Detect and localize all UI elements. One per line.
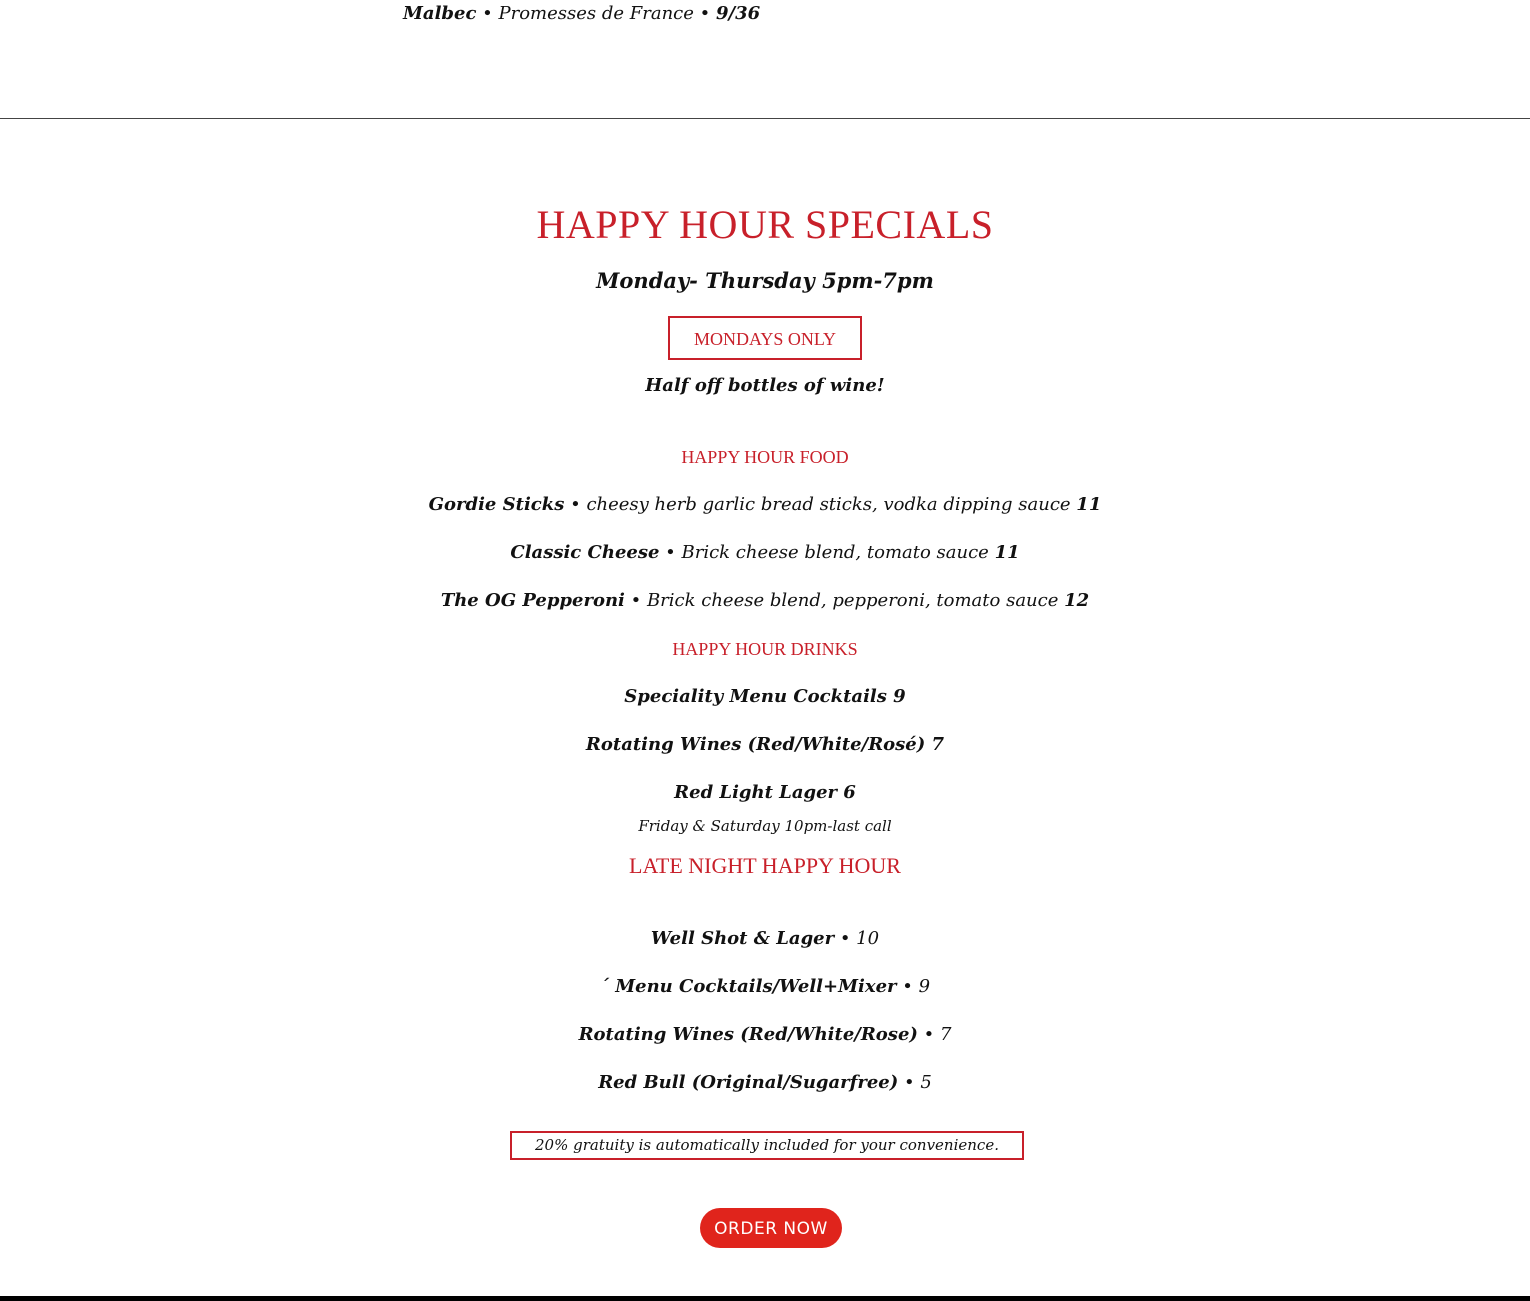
section-divider bbox=[0, 118, 1530, 119]
order-now-button[interactable]: ORDER NOW bbox=[700, 1208, 842, 1248]
food-item-separator: • bbox=[659, 542, 682, 563]
drink-item-price: 6 bbox=[843, 782, 856, 803]
happy-hour-schedule: Monday- Thursday 5pm-7pm bbox=[596, 268, 934, 293]
food-item-price: 11 bbox=[994, 542, 1020, 563]
food-heading: HAPPY HOUR FOOD bbox=[681, 447, 849, 467]
late-night-item bbox=[0, 974, 1530, 1000]
drink-item-name: Rotating Wines (Red/White/Rosé) bbox=[585, 734, 932, 755]
wine-name: Malbec bbox=[403, 3, 477, 24]
late-night-item-price: 7 bbox=[939, 1024, 952, 1045]
late-night-item bbox=[0, 1022, 1530, 1048]
late-night-item-separator: • bbox=[917, 1024, 940, 1045]
food-item-desc: Brick cheese blend, pepperoni, tomato sauce bbox=[646, 590, 1065, 611]
food-item-desc: cheesy herb garlic bread sticks, vodka dipping sauce bbox=[586, 494, 1077, 515]
drink-item bbox=[0, 780, 1530, 806]
food-item-name: Classic Cheese bbox=[510, 542, 660, 563]
drink-item bbox=[0, 732, 1530, 758]
food-item bbox=[0, 540, 1530, 566]
late-night-item-name: ´ Menu Cocktails/Well+Mixer bbox=[599, 976, 897, 997]
food-item-separator: • bbox=[624, 590, 647, 611]
food-item-desc: Brick cheese blend, tomato sauce bbox=[681, 542, 995, 563]
food-item-price: 12 bbox=[1064, 590, 1090, 611]
late-night-item-name: Well Shot & Lager bbox=[650, 928, 835, 949]
late-night-item-name: Rotating Wines (Red/White/Rose) bbox=[578, 1024, 918, 1045]
mondays-only-badge: MONDAYS ONLY bbox=[668, 316, 862, 360]
food-item bbox=[0, 492, 1530, 518]
late-night-item-separator: • bbox=[834, 928, 857, 949]
late-night-heading: LATE NIGHT HAPPY HOUR bbox=[629, 853, 901, 878]
late-night-item-price: 10 bbox=[856, 928, 880, 949]
gratuity-notice: 20% gratuity is automatically included for your convenience. bbox=[510, 1131, 1024, 1160]
drinks-heading: HAPPY HOUR DRINKS bbox=[672, 639, 858, 659]
wine-separator: • bbox=[693, 3, 716, 24]
wine-price: 9/36 bbox=[715, 3, 761, 24]
food-item bbox=[0, 588, 1530, 614]
drink-item-price: 9 bbox=[893, 686, 906, 707]
wine-description: Promesses de France bbox=[498, 3, 694, 24]
food-item-name: The OG Pepperoni bbox=[440, 590, 625, 611]
wine-separator: • bbox=[476, 3, 499, 24]
footer-bar bbox=[0, 1296, 1530, 1301]
food-item-price: 11 bbox=[1076, 494, 1102, 515]
drink-item-name: Red Light Lager bbox=[674, 782, 844, 803]
late-night-schedule: Friday & Saturday 10pm-last call bbox=[638, 817, 892, 835]
late-night-item-separator: • bbox=[898, 1072, 921, 1093]
wine-item-malbec bbox=[403, 2, 760, 26]
drink-item-price: 7 bbox=[931, 734, 945, 755]
late-night-item-name: Red Bull (Original/Sugarfree) bbox=[598, 1072, 899, 1093]
late-night-item bbox=[0, 926, 1530, 952]
food-item-name: Gordie Sticks bbox=[428, 494, 565, 515]
mondays-deal: Half off bottles of wine! bbox=[645, 375, 885, 396]
late-night-item bbox=[0, 1070, 1530, 1096]
drink-item-name: Speciality Menu Cocktails bbox=[624, 686, 894, 707]
food-item-separator: • bbox=[564, 494, 587, 515]
late-night-item-price: 9 bbox=[918, 976, 931, 997]
late-night-item-price: 5 bbox=[920, 1072, 932, 1093]
drink-item bbox=[0, 684, 1530, 710]
late-night-item-separator: • bbox=[896, 976, 919, 997]
happy-hour-title: HAPPY HOUR SPECIALS bbox=[536, 202, 994, 247]
